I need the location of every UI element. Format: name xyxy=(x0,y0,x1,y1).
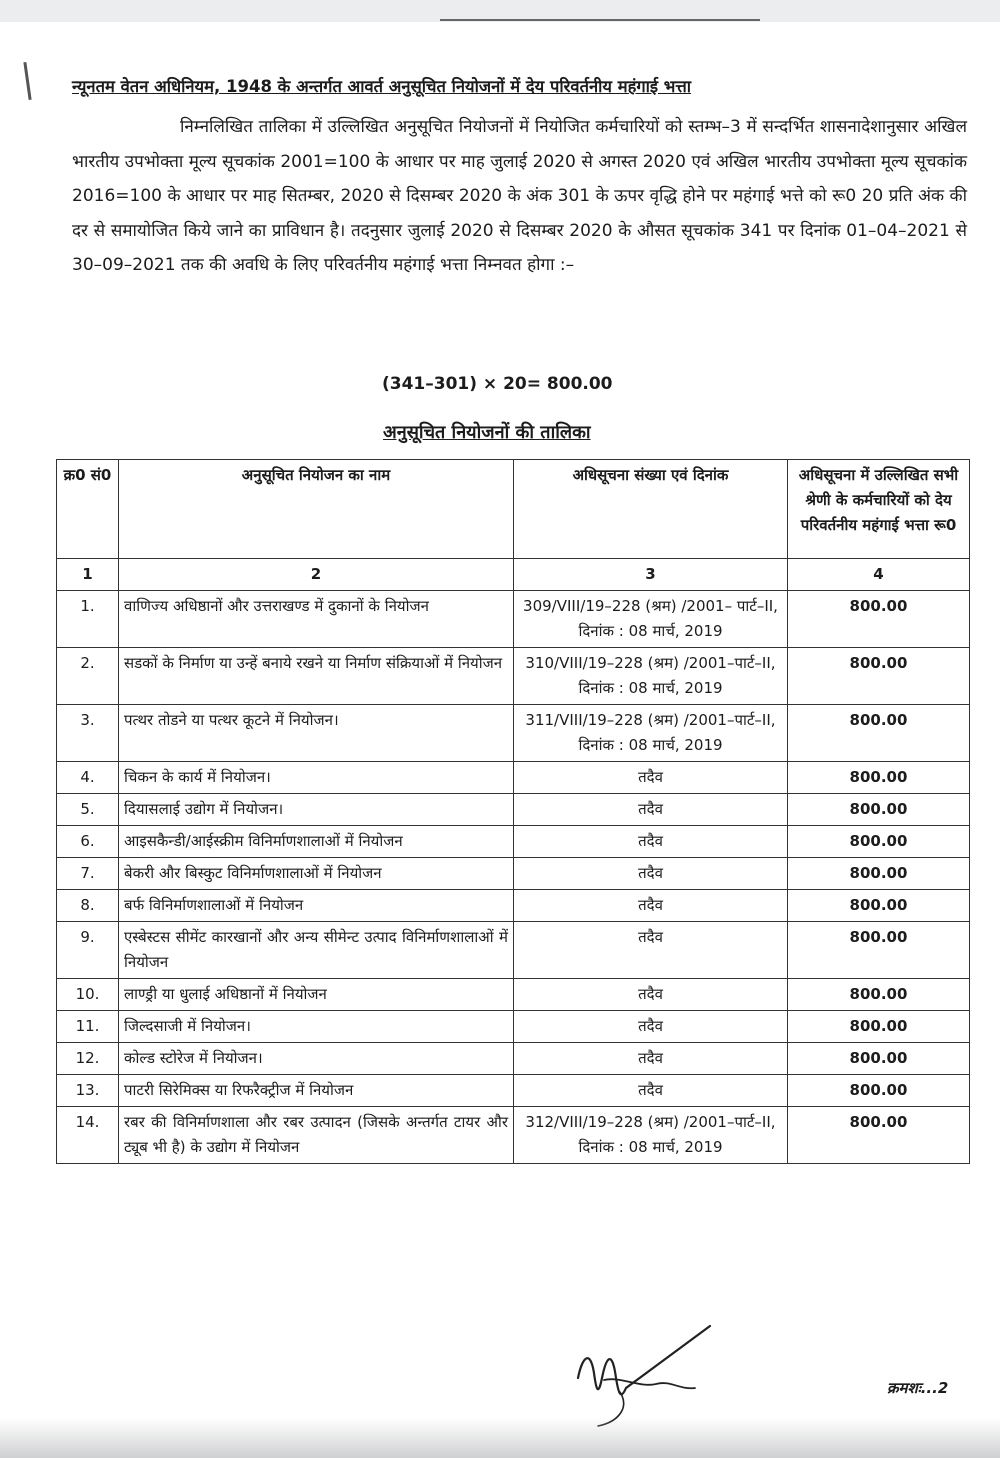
row-serial: 2. xyxy=(57,648,119,705)
body-paragraph: निम्नलिखित तालिका में उल्लिखित अनुसूचित नियोजनों में नियोजित कर्मचारियों को स्तम्भ–3 में सन्दर्भित शासनादेशानुसार अखिल भारतीय उपभोक्ता मूल्य सूचकांक 2001=100 के आधार पर माह जुलाई 2020 से अगस्त 2020 एवं अखिल भारतीय उपभोक्ता मूल्य सूचकांक 2016=100 के आधार पर माह सितम्बर, 2020 से दिसम्बर 2020 के अंक 301 के ऊपर वृद्धि होने पर महंगाई भत्ते को रू0 20 प्रति अंक की दर से समायोजित किये जाने का प्राविधान है। तदनुसार जुलाई 2020 से दिसम्बर 2020 के औसत सूचकांक 341 पर दिनांक 01–04–2021 से 30–09–2021 तक की अवधि के लिए परिवर्तनीय महंगाई भत्ता निम्नवत होगा :– xyxy=(72,117,967,275)
row-serial: 1. xyxy=(57,591,119,648)
margin-pen-mark xyxy=(23,62,31,100)
row-notification: 309/VIII/19–228 (श्रम) /2001– पार्ट–II, दिनांक : 08 मार्च, 2019 xyxy=(514,591,788,648)
column-number: 2 xyxy=(119,559,514,591)
row-employment-name: चिकन के कार्य में नियोजन। xyxy=(119,762,514,794)
allowance-formula: (341–301) × 20= 800.00 xyxy=(382,374,613,394)
scan-bottom-shadow xyxy=(0,1418,1000,1458)
row-employment-name: सडकों के निर्माण या उन्हें बनाये रखने या निर्माण संक्रियाओं में नियोजन xyxy=(119,648,514,705)
row-amount: 800.00 xyxy=(788,979,970,1011)
row-amount: 800.00 xyxy=(788,705,970,762)
row-amount: 800.00 xyxy=(788,858,970,890)
row-employment-name: बर्फ विनिर्माणशालाओं में नियोजन xyxy=(119,890,514,922)
table-row xyxy=(57,762,970,794)
row-employment-name: पाटरी सिरेमिक्स या रिफरैक्ट्रीज में नियोजन xyxy=(119,1075,514,1107)
table-row xyxy=(57,826,970,858)
row-notification: तदैव xyxy=(514,979,788,1011)
row-amount: 800.00 xyxy=(788,826,970,858)
row-serial: 3. xyxy=(57,705,119,762)
row-serial: 10. xyxy=(57,979,119,1011)
row-serial: 14. xyxy=(57,1107,119,1164)
document-title: न्यूनतम वेतन अधिनियम, 1948 के अन्तर्गत आवर्त अनुसूचित नियोजनों में देय परिवर्तनीय महंगाई भत्ता xyxy=(72,77,692,96)
table-row xyxy=(57,794,970,826)
scan-top-line xyxy=(440,19,760,21)
row-notification: तदैव xyxy=(514,890,788,922)
row-amount: 800.00 xyxy=(788,762,970,794)
row-employment-name: एस्बेस्टस सीमेंट कारखानों और अन्य सीमेन्ट उत्पाद विनिर्माणशालाओं में नियोजन xyxy=(119,922,514,979)
header-allowance: अधिसूचना में उल्लिखित सभी श्रेणी के कर्मचारियों को देय परिवर्तनीय महंगाई भत्ता रू0 xyxy=(788,460,970,559)
row-serial: 12. xyxy=(57,1043,119,1075)
table-row xyxy=(57,979,970,1011)
row-amount: 800.00 xyxy=(788,1075,970,1107)
row-serial: 8. xyxy=(57,890,119,922)
handwritten-signature xyxy=(560,1318,750,1428)
table-row xyxy=(57,591,970,648)
row-notification: तदैव xyxy=(514,1011,788,1043)
row-notification: 312/VIII/19–228 (श्रम) /2001–पार्ट–II, दिनांक : 08 मार्च, 2019 xyxy=(514,1107,788,1164)
column-number: 3 xyxy=(514,559,788,591)
row-notification: 310/VIII/19–228 (श्रम) /2001–पार्ट–II, दिनांक : 08 मार्च, 2019 xyxy=(514,648,788,705)
table-row xyxy=(57,648,970,705)
table-header-row xyxy=(57,460,970,559)
row-employment-name: जिल्दसाजी में नियोजन। xyxy=(119,1011,514,1043)
row-notification: तदैव xyxy=(514,794,788,826)
row-notification: तदैव xyxy=(514,762,788,794)
row-notification: तदैव xyxy=(514,826,788,858)
column-number: 1 xyxy=(57,559,119,591)
row-amount: 800.00 xyxy=(788,591,970,648)
table-row xyxy=(57,922,970,979)
row-employment-name: आइसकैन्डी/आईस्क्रीम विनिर्माणशालाओं में नियोजन xyxy=(119,826,514,858)
row-employment-name: दियासलाई उद्योग में नियोजन। xyxy=(119,794,514,826)
row-employment-name: लाण्ड्री या धुलाई अधिष्ठानों में नियोजन xyxy=(119,979,514,1011)
column-number-row xyxy=(57,559,970,591)
row-amount: 800.00 xyxy=(788,922,970,979)
row-serial: 4. xyxy=(57,762,119,794)
row-serial: 7. xyxy=(57,858,119,890)
row-amount: 800.00 xyxy=(788,1011,970,1043)
row-notification: 311/VIII/19–228 (श्रम) /2001–पार्ट–II, दिनांक : 08 मार्च, 2019 xyxy=(514,705,788,762)
row-employment-name: कोल्ड स्टोरेज में नियोजन। xyxy=(119,1043,514,1075)
row-amount: 800.00 xyxy=(788,648,970,705)
row-serial: 11. xyxy=(57,1011,119,1043)
table-row xyxy=(57,705,970,762)
row-notification: तदैव xyxy=(514,1043,788,1075)
header-serial: क्र0 सं0 xyxy=(57,460,119,559)
row-notification: तदैव xyxy=(514,922,788,979)
row-employment-name: पत्थर तोडने या पत्थर कूटने में नियोजन। xyxy=(119,705,514,762)
header-notification: अधिसूचना संख्या एवं दिनांक xyxy=(514,460,788,559)
table-row xyxy=(57,1011,970,1043)
table-row xyxy=(57,1075,970,1107)
continued-marker: क्रमशः...2 xyxy=(887,1379,949,1397)
schedule-table xyxy=(56,459,970,1164)
row-notification: तदैव xyxy=(514,1075,788,1107)
row-amount: 800.00 xyxy=(788,1043,970,1075)
row-employment-name: वाणिज्य अधिष्ठानों और उत्तराखण्ड में दुकानों के नियोजन xyxy=(119,591,514,648)
table-row xyxy=(57,890,970,922)
table-row xyxy=(57,1043,970,1075)
row-amount: 800.00 xyxy=(788,890,970,922)
row-serial: 13. xyxy=(57,1075,119,1107)
row-employment-name: बेकरी और बिस्कुट विनिर्माणशालाओं में नियोजन xyxy=(119,858,514,890)
row-serial: 5. xyxy=(57,794,119,826)
row-notification: तदैव xyxy=(514,858,788,890)
table-row xyxy=(57,858,970,890)
table-caption: अनुसूचित नियोजनों की तालिका xyxy=(383,422,591,443)
table-row xyxy=(57,1107,970,1164)
row-serial: 6. xyxy=(57,826,119,858)
column-number: 4 xyxy=(788,559,970,591)
row-employment-name: रबर की विनिर्माणशाला और रबर उत्पादन (जिसके अन्तर्गत टायर और ट्यूब भी है) के उद्योग में नियोजन xyxy=(119,1107,514,1164)
row-amount: 800.00 xyxy=(788,794,970,826)
row-serial: 9. xyxy=(57,922,119,979)
row-amount: 800.00 xyxy=(788,1107,970,1164)
header-employment-name: अनुसूचित नियोजन का नाम xyxy=(119,460,514,559)
